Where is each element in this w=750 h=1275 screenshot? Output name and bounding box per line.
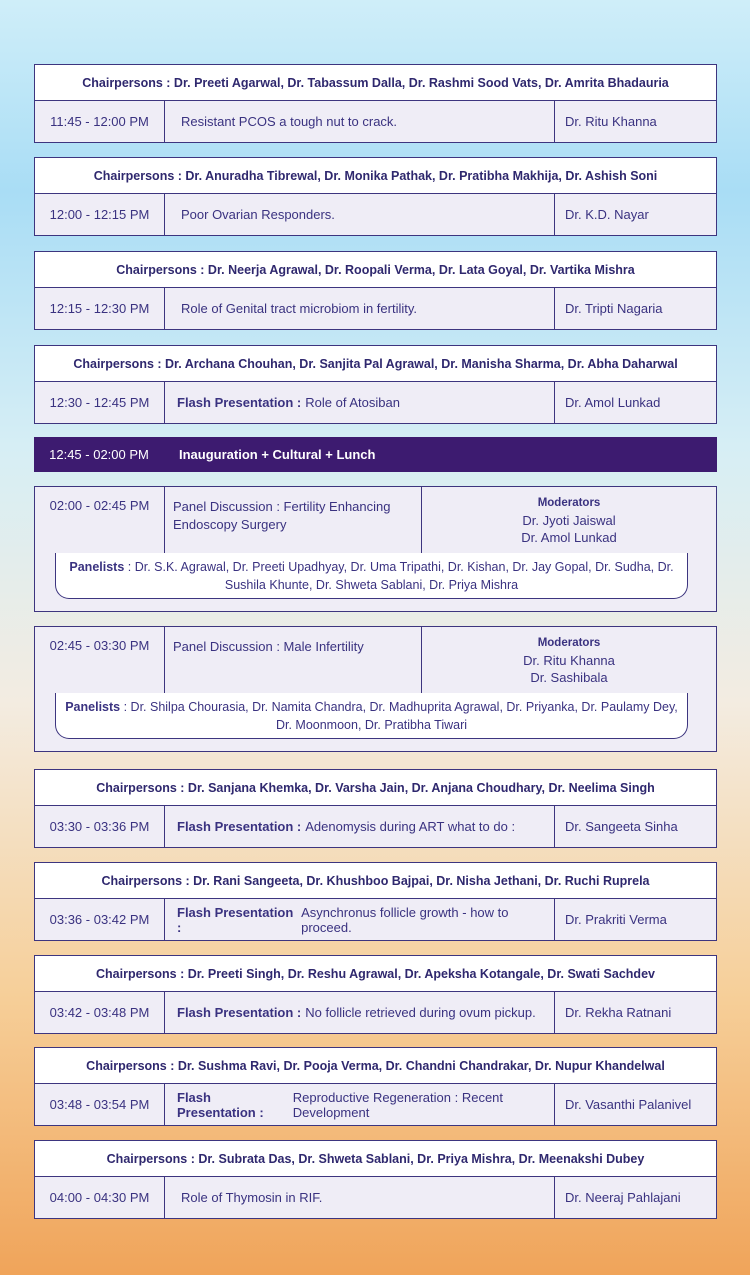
- chairpersons-header: Chairpersons : Dr. Sanjana Khemka, Dr. Varsha Jain, Dr. Anjana Choudhary, Dr. Neelima Singh: [35, 770, 716, 806]
- panelists-label: Panelists: [65, 700, 121, 714]
- topic-text: Reproductive Regeneration : Recent Development: [292, 1089, 504, 1120]
- inauguration-bar: [34, 437, 717, 472]
- session-speaker: Dr. K.D. Nayar: [565, 207, 649, 222]
- panel-topic: Panel Discussion : Male Infertility: [165, 627, 422, 693]
- chairpersons-header: Chairpersons : Dr. Sushma Ravi, Dr. Pooja Verma, Dr. Chandni Chandrakar, Dr. Nupur Khandelwal: [35, 1048, 716, 1084]
- session-time: 12:15 - 12:30 PM: [35, 288, 165, 329]
- session-row: [35, 194, 716, 235]
- panelists-label: Panelists: [69, 560, 125, 574]
- panel-discussion: [34, 486, 717, 612]
- session-topic: [165, 899, 555, 940]
- topic-prefix: Flash Presentation :: [177, 1005, 302, 1020]
- session-topic: [165, 382, 555, 423]
- panelists-box: [55, 553, 688, 599]
- session-block: [34, 64, 717, 143]
- panel-time: 02:00 - 02:45 PM: [35, 487, 165, 553]
- bar-event: Inauguration + Cultural + Lunch: [179, 447, 376, 462]
- session-time: 03:42 - 03:48 PM: [35, 992, 165, 1033]
- session-time: 03:30 - 03:36 PM: [35, 806, 165, 847]
- session-row: [35, 1084, 716, 1125]
- topic-text: Role of Genital tract microbiom in fertility.: [181, 301, 417, 316]
- session-speaker: Dr. Rekha Ratnani: [565, 1005, 672, 1020]
- moderators-label: Moderators: [537, 497, 601, 509]
- topic-prefix: Flash Presentation :: [177, 819, 302, 834]
- topic-text: Asynchronus follicle growth - how to proceed.: [301, 904, 509, 935]
- session-block: [34, 955, 717, 1034]
- session-row: [35, 806, 716, 847]
- topic-prefix: Flash Presentation :: [177, 395, 302, 410]
- moderator-name: Dr. Amol Lunkad: [521, 530, 617, 545]
- session-block: [34, 769, 717, 848]
- session-speaker: Dr. Neeraj Pahlajani: [565, 1190, 681, 1205]
- session-topic: [165, 194, 555, 235]
- topic-text: Role of Atosiban: [305, 395, 400, 410]
- panel-time: 02:45 - 03:30 PM: [35, 627, 165, 693]
- session-speaker: Dr. Vasanthi Palanivel: [565, 1097, 692, 1112]
- session-topic: [165, 1084, 555, 1125]
- chairpersons-header: Chairpersons : Dr. Preeti Singh, Dr. Reshu Agrawal, Dr. Apeksha Kotangale, Dr. Swati Sachdev: [35, 956, 716, 992]
- session-block: [34, 862, 717, 941]
- moderators: [422, 487, 716, 553]
- chairpersons-header: Chairpersons : Dr. Rani Sangeeta, Dr. Khushboo Bajpai, Dr. Nisha Jethani, Dr. Ruchi Ruprela: [35, 863, 716, 899]
- session-topic: [165, 992, 555, 1033]
- chairpersons-header: Chairpersons : Dr. Anuradha Tibrewal, Dr. Monika Pathak, Dr. Pratibha Makhija, Dr. Ashish Soni: [35, 158, 716, 194]
- moderator-name: Dr. Sashibala: [530, 670, 608, 685]
- topic-prefix: Flash Presentation :: [177, 904, 294, 935]
- session-topic: [165, 101, 555, 142]
- bar-time: 12:45 - 02:00 PM: [49, 447, 149, 462]
- session-block: [34, 345, 717, 424]
- session-row: [35, 382, 716, 423]
- chairpersons-header: Chairpersons : Dr. Archana Chouhan, Dr. Sanjita Pal Agrawal, Dr. Manisha Sharma, Dr. Abha Daharwal: [35, 346, 716, 382]
- panel-discussion: [34, 626, 717, 752]
- session-topic: [165, 1177, 555, 1218]
- moderator-name: Dr. Jyoti Jaiswal: [522, 513, 616, 528]
- session-time: 11:45 - 12:00 PM: [35, 101, 165, 142]
- session-speaker: Dr. Ritu Khanna: [565, 114, 657, 129]
- session-speaker: Dr. Prakriti Verma: [565, 912, 667, 927]
- topic-text: Poor Ovarian Responders.: [181, 207, 335, 222]
- session-speaker: Dr. Sangeeta Sinha: [565, 819, 678, 834]
- chairpersons-header: Chairpersons : Dr. Subrata Das, Dr. Shweta Sablani, Dr. Priya Mishra, Dr. Meenakshi Dubey: [35, 1141, 716, 1177]
- session-row: [35, 899, 716, 940]
- session-row: [35, 1177, 716, 1218]
- panelists-box: [55, 693, 688, 739]
- topic-text: Resistant PCOS a tough nut to crack.: [181, 114, 398, 129]
- topic-text: Adenomysis during ART what to do :: [305, 819, 516, 834]
- session-time: 03:48 - 03:54 PM: [35, 1084, 165, 1125]
- session-row: [35, 101, 716, 142]
- topic-text: Role of Thymosin in RIF.: [181, 1190, 323, 1205]
- session-speaker: Dr. Amol Lunkad: [565, 395, 661, 410]
- chairpersons-header: Chairpersons : Dr. Neerja Agrawal, Dr. Roopali Verma, Dr. Lata Goyal, Dr. Vartika Mishra: [35, 252, 716, 288]
- moderators: [422, 627, 716, 693]
- moderator-name: Dr. Ritu Khanna: [523, 653, 615, 668]
- session-topic: [165, 288, 555, 329]
- panel-topic: Panel Discussion : Fertility Enhancing Endoscopy Surgery: [165, 487, 422, 553]
- panelists-names: : Dr. S.K. Agrawal, Dr. Preeti Upadhyay, Dr. Uma Tripathi, Dr. Kishan, Dr. Jay Gopal, Dr. Sudha, Dr. Sushila Khunte, Dr. Shweta Sablani, Dr. Priya Mishra: [127, 560, 674, 592]
- session-row: [35, 288, 716, 329]
- session-time: 12:00 - 12:15 PM: [35, 194, 165, 235]
- session-topic: [165, 806, 555, 847]
- session-row: [35, 992, 716, 1033]
- panelists-names: : Dr. Shilpa Chourasia, Dr. Namita Chandra, Dr. Madhuprita Agrawal, Dr. Priyanka, Dr. Paulamy Dey, Dr. Moonmoon, Dr. Pratibha Tiwari: [123, 700, 678, 732]
- topic-text: No follicle retrieved during ovum pickup.: [305, 1005, 536, 1020]
- chairpersons-header: Chairpersons : Dr. Preeti Agarwal, Dr. Tabassum Dalla, Dr. Rashmi Sood Vats, Dr. Amrita Bhadauria: [35, 65, 716, 101]
- session-block: [34, 251, 717, 330]
- session-block: [34, 1140, 717, 1219]
- session-time: 03:36 - 03:42 PM: [35, 899, 165, 940]
- session-speaker: Dr. Tripti Nagaria: [565, 301, 663, 316]
- session-time: 12:30 - 12:45 PM: [35, 382, 165, 423]
- topic-prefix: Flash Presentation :: [177, 1089, 264, 1120]
- session-block: [34, 1047, 717, 1126]
- session-time: 04:00 - 04:30 PM: [35, 1177, 165, 1218]
- moderators-label: Moderators: [537, 637, 601, 649]
- session-block: [34, 157, 717, 236]
